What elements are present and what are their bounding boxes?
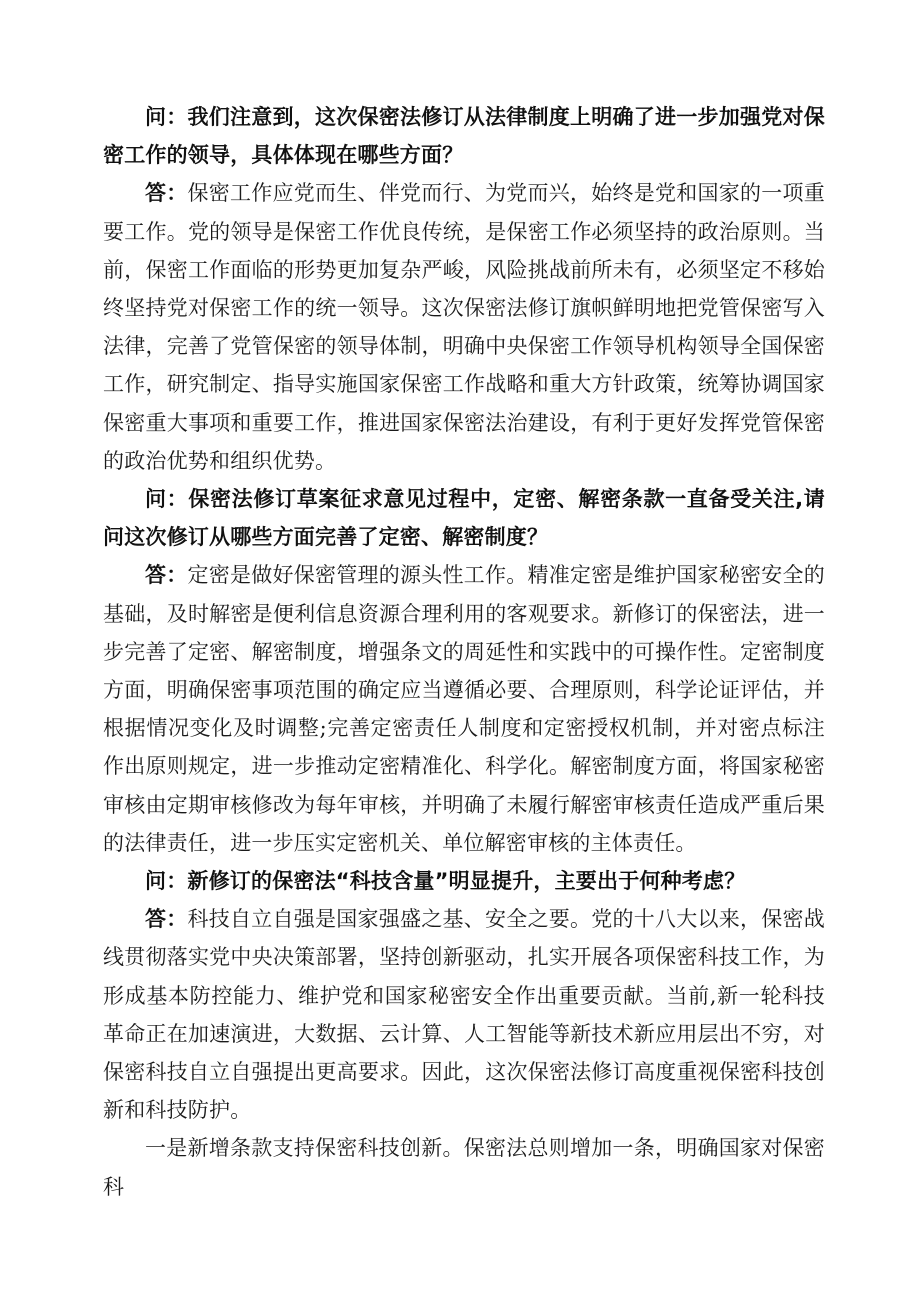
question-1: 问：我们注意到，这次保密法修订从法律制度上明确了进一步加强党对保密工作的领导，具体体现在哪些方面？ (103, 105, 825, 168)
answer-label: 答： (145, 181, 188, 206)
answer-label: 答： (145, 563, 188, 588)
answer-text: 定密是做好保密管理的源头性工作。精准定密是维护国家秘密安全的基础，及时解密是便利信息资源合理利用的客观要求。新修订的保密法，进一步完善了定密、解密制度，增强条文的周延性和实践中的可操作性。定密制度方面，明确保密事项范围的确定应当遵循必要、合理原则，科学论证评估，并根据情况变化及时调整;完善定密责任人制度和定密授权机制，并对密点标注作出原则规定，进一步推动定密精准化、科学化。解密制度方面，将国家秘密审核由定期审核修改为每年审核，并明确了未履行解密审核责任造成严重后果的法律责任，进一步压实定密机关、单位解密审核的主体责任。 (103, 563, 826, 855)
answer-text: 保密工作应党而生、伴党而行、为党而兴，始终是党和国家的一项重要工作。党的领导是保密工作优良传统，是保密工作必须坚持的政治原则。当前，保密工作面临的形势更加复杂严峻，风险挑战前所未有，必须坚定不移始终坚持党对保密工作的统一领导。这次保密法修订旗帜鲜明地把党管保密写入法律，完善了党管保密的领导体制，明确中央保密工作领导机构领导全国保密工作，研究制定、指导实施国家保密工作战略和重大方针政策，统筹协调国家保密重大事项和重要工作，推进国家保密法治建设，有利于更好发挥党管保密的政治优势和组织优势。 (103, 181, 826, 473)
answer-label: 答： (145, 907, 188, 932)
question-2: 问：保密法修订草案征求意见过程中，定密、解密条款一直备受关注,请问这次修订从哪些方面完善了定密、解密制度？ (103, 487, 825, 550)
question-3: 问：新修订的保密法“科技含量”明显提升，主要出于何种考虑？ (145, 869, 746, 894)
answer-1 (103, 174, 825, 480)
answer-2 (103, 556, 825, 862)
answer-3 (103, 900, 825, 1129)
document-body (103, 98, 825, 1206)
answer-text: 科技自立自强是国家强盛之基、安全之要。党的十八大以来，保密战线贯彻落实党中央决策部署，坚持创新驱动，扎实开展各项保密科技工作，为形成基本防控能力、维护党和国家秘密安全作出重要贡献。当前,新一轮科技革命正在加速演进，大数据、云计算、人工智能等新技术新应用层出不穷，对保密科技自立自强提出更高要求。因此，这次保密法修订高度重视保密科技创新和科技防护。 (103, 907, 826, 1123)
continuation-paragraph: 一是新增条款支持保密科技创新。保密法总则增加一条，明确国家对保密科 (103, 1136, 825, 1199)
